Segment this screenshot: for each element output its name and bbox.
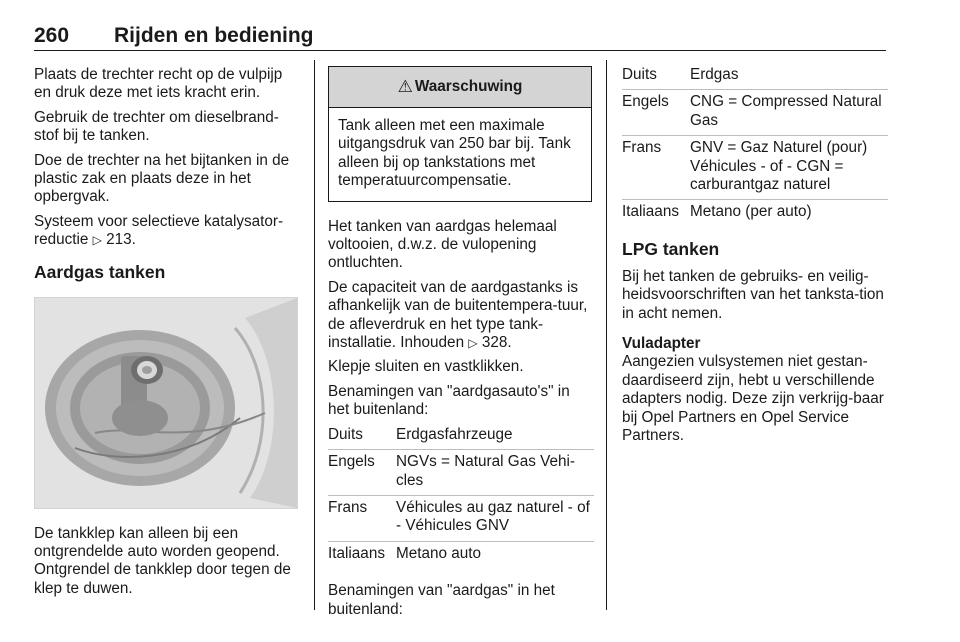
- page-reference-link[interactable]: 328.: [481, 334, 512, 352]
- paragraph-text: Systeem voor selectieve katalysator-reductie: [34, 212, 284, 249]
- paragraph-text: De capaciteit van de aardgastanks is afhankelijk van de buitentempera-tuur, de afleverdruk en het type tank-installatie. Inhouden: [328, 278, 588, 352]
- language-cell: Engels: [622, 90, 690, 136]
- paragraph: Doe de trechter na het bijtanken in de plastic zak en plaats deze in het opbergvak.: [34, 151, 290, 206]
- paragraph: Het tanken van aardgas helemaal voltooien, d.w.z. de vulopening ontluchten.: [328, 217, 557, 272]
- language-cell: Frans: [328, 495, 396, 541]
- page-number: 260: [34, 24, 70, 47]
- warning-box: [328, 66, 592, 202]
- page-reference-arrow-icon: ▷: [468, 336, 478, 351]
- section-heading: Aardgas tanken: [34, 261, 166, 282]
- paragraph: Aangezien vulsystemen niet gestan-daardiseerd zijn, hebt u verschillende adapters nodig. Deze zijn verkrijg-baar bij Opel Partners en Opel Service Partners.: [622, 353, 884, 445]
- language-cell: Duits: [328, 426, 396, 450]
- term-cell: Erdgasfahrzeuge: [396, 426, 594, 450]
- paragraph: Benamingen van "aardgas" in het buitenland:: [328, 582, 555, 618]
- table-row: [622, 90, 888, 136]
- term-cell: Metano (per auto): [690, 203, 812, 221]
- term-cell: GNV = Gaz Naturel (pour) Véhicules - of - CGN = carburantgaz naturel: [690, 136, 888, 200]
- paragraph: Plaats de trechter recht op de vulpijp en druk deze met iets kracht erin.: [34, 66, 283, 102]
- warning-header: [329, 67, 591, 108]
- table-row: [328, 450, 594, 496]
- subsection-heading: Vuladapter: [622, 335, 701, 353]
- paragraph: [328, 279, 594, 353]
- column-3: [622, 66, 888, 452]
- warning-triangle-icon: ⚠: [397, 76, 413, 96]
- language-cell: Duits: [622, 66, 690, 90]
- paragraph: [34, 213, 300, 250]
- paragraph: Benamingen van "aardgasauto's" in het buitenland:: [328, 382, 570, 419]
- term-cell: Véhicules au gaz naturel - of - Véhicules GNV: [396, 495, 594, 541]
- column-divider-1: [314, 60, 315, 610]
- page-reference-arrow-icon: ▷: [92, 233, 102, 248]
- language-cell: Frans: [622, 136, 690, 200]
- table-row: [622, 200, 888, 227]
- warning-title: Waarschuwing: [414, 77, 523, 95]
- table-row: [622, 66, 888, 90]
- paragraph: Bij het tanken de gebruiks- en veilig-heidsvoorschriften van het tanksta-tion in acht nemen.: [622, 267, 884, 322]
- table-row: [622, 136, 888, 200]
- page-header: [34, 20, 886, 51]
- fuel-filler-flap-image: [34, 297, 298, 509]
- term-cell: NGVs = Natural Gas Vehi-cles: [396, 450, 594, 496]
- column-divider-2: [606, 60, 607, 610]
- vehicle-terms-table: [328, 426, 594, 568]
- table-row: [328, 541, 594, 568]
- gas-terms-table: [622, 66, 888, 227]
- column-2: [328, 66, 594, 625]
- term-cell: Metano auto: [396, 544, 482, 562]
- table-row: [328, 495, 594, 541]
- section-heading: LPG tanken: [622, 238, 720, 259]
- term-cell: Erdgas: [690, 66, 888, 90]
- language-cell: Italiaans: [622, 203, 679, 221]
- paragraph: Gebruik de trechter om dieselbrand-stof bij te tanken.: [34, 108, 279, 145]
- warning-body: Tank alleen met een maximale uitgangsdruk van 250 bar bij. Tank alleen bij op tankstations met temperatuurcompensatie.: [338, 117, 571, 190]
- paragraph: De tankklep kan alleen bij een ontgrendelde auto worden geopend. Ontgrendel de tankklep door tegen de klep te duwen.: [34, 524, 291, 597]
- term-cell: CNG = Compressed Natural Gas: [690, 90, 888, 136]
- language-cell: Italiaans: [328, 544, 385, 562]
- chapter-title: Rijden en bediening: [114, 24, 314, 47]
- page-reference-link[interactable]: 213.: [106, 231, 136, 249]
- column-1: [34, 66, 300, 604]
- table-row: [328, 426, 594, 450]
- language-cell: Engels: [328, 450, 396, 496]
- paragraph: Klepje sluiten en vastklikken.: [328, 358, 524, 376]
